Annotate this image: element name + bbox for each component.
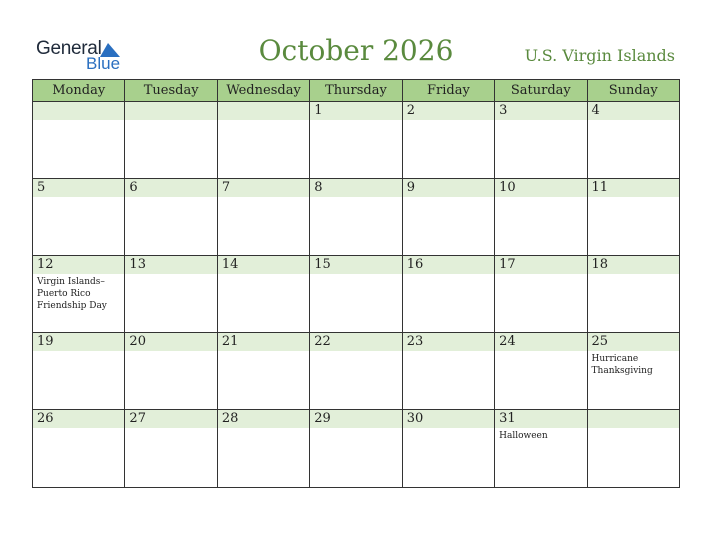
week-row bbox=[33, 256, 679, 333]
day-cell bbox=[494, 256, 586, 332]
day-number: 23 bbox=[406, 334, 424, 349]
day-number: 17 bbox=[499, 257, 516, 272]
day-number-strip bbox=[310, 102, 401, 120]
day-cell bbox=[309, 256, 401, 332]
day-number: 28 bbox=[221, 411, 239, 426]
day-cell bbox=[217, 256, 309, 332]
day-cell bbox=[217, 179, 309, 255]
day-number-strip bbox=[218, 179, 309, 197]
day-cell bbox=[33, 333, 124, 409]
day-number: 26 bbox=[37, 411, 54, 426]
day-cell bbox=[217, 410, 309, 487]
day-number-strip bbox=[588, 102, 679, 120]
day-number-strip bbox=[125, 102, 216, 120]
day-cell bbox=[124, 256, 216, 332]
day-number: 24 bbox=[499, 334, 516, 349]
day-number-strip bbox=[495, 102, 586, 120]
day-number: 4 bbox=[591, 103, 600, 118]
day-cell bbox=[217, 102, 309, 178]
day-cell bbox=[124, 179, 216, 255]
day-cell bbox=[494, 333, 586, 409]
day-number: 21 bbox=[221, 334, 239, 349]
day-cell bbox=[402, 256, 494, 332]
day-cell bbox=[494, 179, 586, 255]
day-number: 2 bbox=[406, 103, 415, 118]
day-number: 30 bbox=[406, 411, 424, 426]
day-cell bbox=[494, 410, 586, 487]
week-row bbox=[33, 333, 679, 410]
holiday-label: Hurricane Thanksgiving bbox=[591, 354, 653, 376]
day-cell bbox=[33, 256, 124, 332]
calendar-title: October 2026 bbox=[258, 34, 454, 67]
weekday-header: Sunday bbox=[587, 80, 679, 101]
day-number: 6 bbox=[129, 180, 138, 195]
day-cell bbox=[309, 102, 401, 178]
day-cell bbox=[587, 333, 679, 409]
day-cell bbox=[33, 102, 124, 178]
day-number: 7 bbox=[221, 180, 231, 195]
weekday-header: Wednesday bbox=[217, 80, 309, 101]
day-cell bbox=[587, 410, 679, 487]
day-number: 25 bbox=[591, 334, 609, 349]
day-number-strip bbox=[403, 102, 494, 120]
day-cell bbox=[402, 333, 494, 409]
day-number: 5 bbox=[37, 180, 46, 195]
week-row bbox=[33, 179, 679, 256]
holiday-label: Virgin Islands–Puerto Rico Friendship Day bbox=[37, 277, 107, 311]
day-number-strip bbox=[125, 179, 216, 197]
day-number: 3 bbox=[499, 103, 508, 118]
day-number: 12 bbox=[37, 257, 54, 272]
day-number-strip bbox=[33, 102, 124, 120]
weekday-header: Saturday bbox=[494, 80, 586, 101]
weekday-header: Monday bbox=[52, 83, 106, 98]
day-number-strip bbox=[33, 179, 124, 197]
day-cell bbox=[587, 179, 679, 255]
holiday-label: Halloween bbox=[499, 431, 548, 441]
day-cell bbox=[402, 102, 494, 178]
day-number: 20 bbox=[129, 334, 146, 349]
day-number: 22 bbox=[314, 334, 331, 349]
day-number: 11 bbox=[591, 180, 609, 195]
day-number: 15 bbox=[314, 257, 331, 272]
day-number: 14 bbox=[221, 257, 239, 272]
weekday-header: Friday bbox=[402, 80, 494, 101]
week-row bbox=[33, 102, 679, 179]
logo-text-blue: Blue bbox=[86, 54, 121, 73]
day-number: 13 bbox=[129, 257, 146, 272]
weekday-header: Tuesday bbox=[124, 80, 216, 101]
day-cell bbox=[309, 179, 401, 255]
day-number: 16 bbox=[406, 257, 424, 272]
day-number-strip bbox=[310, 179, 401, 197]
day-cell bbox=[587, 256, 679, 332]
day-number: 8 bbox=[314, 180, 323, 195]
weekday-header-row bbox=[33, 80, 679, 102]
day-number-strip bbox=[218, 102, 309, 120]
day-cell bbox=[587, 102, 679, 178]
week-row bbox=[33, 410, 679, 487]
day-number: 19 bbox=[37, 334, 54, 349]
day-number: 29 bbox=[314, 411, 331, 426]
calendar-grid bbox=[32, 79, 680, 488]
day-cell bbox=[33, 410, 124, 487]
day-number: 18 bbox=[591, 257, 609, 272]
day-cell bbox=[402, 410, 494, 487]
day-number: 31 bbox=[499, 411, 516, 426]
day-number: 1 bbox=[314, 103, 323, 118]
day-cell bbox=[124, 333, 216, 409]
day-number-strip bbox=[403, 179, 494, 197]
day-cell bbox=[217, 333, 309, 409]
day-cell bbox=[33, 179, 124, 255]
day-cell bbox=[309, 333, 401, 409]
calendar-region: U.S. Virgin Islands bbox=[524, 46, 675, 65]
day-cell bbox=[494, 102, 586, 178]
day-cell bbox=[309, 410, 401, 487]
logo-text-general: General bbox=[36, 38, 102, 59]
day-number-strip bbox=[588, 410, 679, 428]
day-number: 9 bbox=[406, 180, 415, 195]
weeks-container bbox=[33, 102, 679, 487]
day-cell bbox=[124, 410, 216, 487]
day-number: 10 bbox=[499, 180, 516, 195]
day-number: 27 bbox=[129, 411, 146, 426]
weekday-header: Thursday bbox=[309, 80, 401, 101]
day-cell bbox=[402, 179, 494, 255]
day-cell bbox=[124, 102, 216, 178]
